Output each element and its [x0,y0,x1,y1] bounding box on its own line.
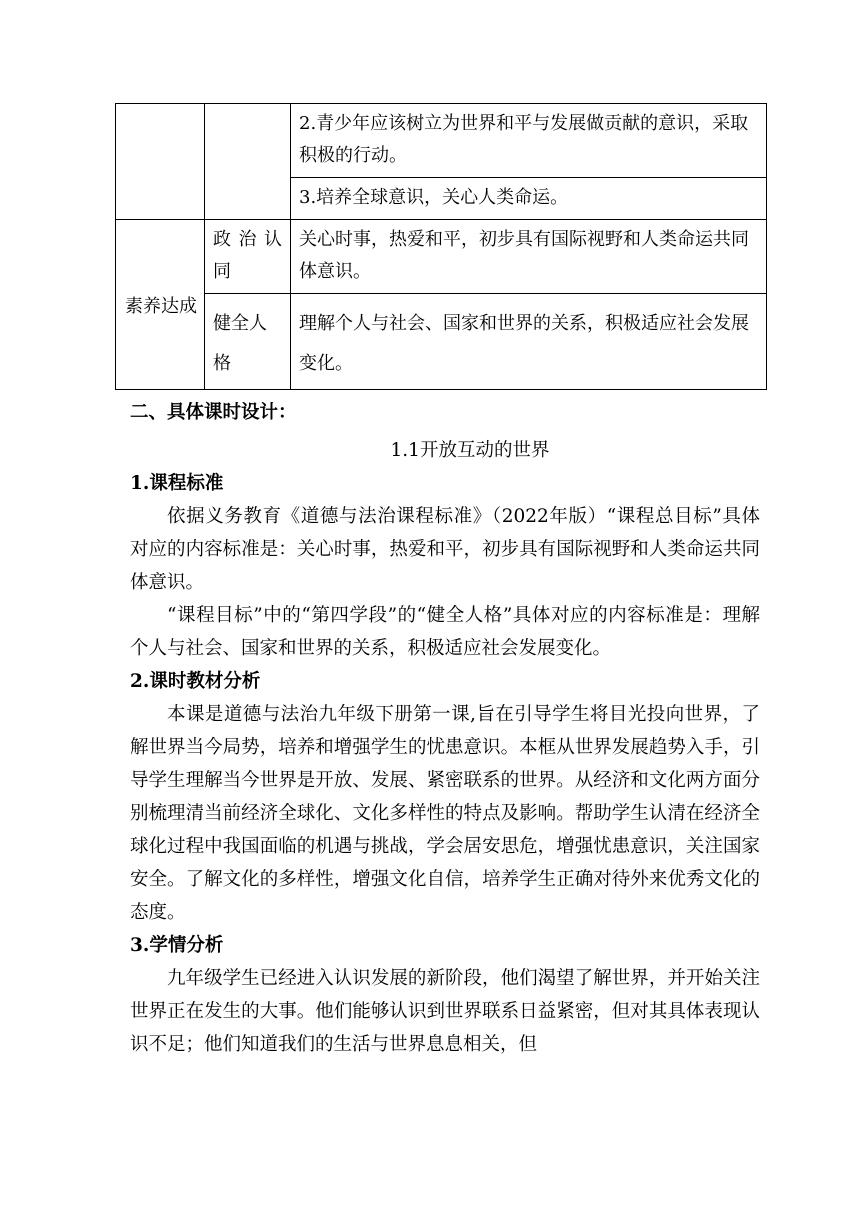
textbook-analysis-heading: 2.课时教材分析 [130,671,261,692]
student-analysis-paragraph: 九年级学生已经进入认识发展的新阶段，他们渴望了解世界，并开始关注世界正在发生的大事。他们能够认识到世界联系日益紧密，但对其具体表现认识不足；他们知道我们的生活与世界息息相关，但 [130,968,760,1055]
curriculum-standard-heading: 1.课程标准 [130,473,224,494]
empty-category-cell [116,104,205,220]
curriculum-standard-paragraph-1: 依据义务教育《道德与法治课程标准》（2022年版）“课程总目标”具体对应的内容标准是：关心时事，热爱和平，初步具有国际视野和人类命运共同体意识。 [130,506,760,593]
section-heading: 二、具体课时设计： [130,402,297,423]
empty-subcategory-cell [205,104,291,220]
lesson-design-section [130,394,760,1061]
table-row [116,220,767,294]
goal-item-2: 2.青少年应该树立为世界和平与发展做贡献的意识，采取积极的行动。 [291,104,767,178]
jianquan-renge-text: 理解个人与社会、国家和世界的关系，积极适应社会发展变化。 [291,294,767,390]
textbook-analysis-paragraph: 本课是道德与法治九年级下册第一课,旨在引导学生将目光投向世界，了解世界当今局势，培养和增强学生的忧患意识。本框从世界发展趋势入手，引导学生理解当今世界是开放、发展、紧密联系的世界。从经济和文化两方面分别梳理清当前经济全球化、文化多样性的特点及影响。帮助学生认清在经济全球化过程中我国面临的机遇与挑战，学会居安思危，增强忧患意识，关注国家安全。了解文化的多样性，增强文化自信，培养学生正确对待外来优秀文化的态度。 [130,704,760,923]
jianquan-renge-label: 健全人格 [205,294,291,390]
table-row [116,294,767,390]
zhengzhi-rentong-text: 关心时事，热爱和平，初步具有国际视野和人类命运共同体意识。 [291,220,767,294]
lesson-title: 1.1开放互动的世界 [390,440,550,461]
table-row [116,104,767,178]
literacy-category-cell: 素养达成 [116,220,205,390]
goal-item-3: 3.培养全球意识，关心人类命运。 [291,178,767,220]
curriculum-standard-paragraph-2: “课程目标”中的“第四学段”的“健全人格”具体对应的内容标准是：理解个人与社会、国家和世界的关系，积极适应社会发展变化。 [130,605,760,659]
zhengzhi-rentong-label: 政治认同 [205,220,291,294]
student-analysis-heading: 3.学情分析 [130,935,224,956]
goals-table [115,103,767,390]
